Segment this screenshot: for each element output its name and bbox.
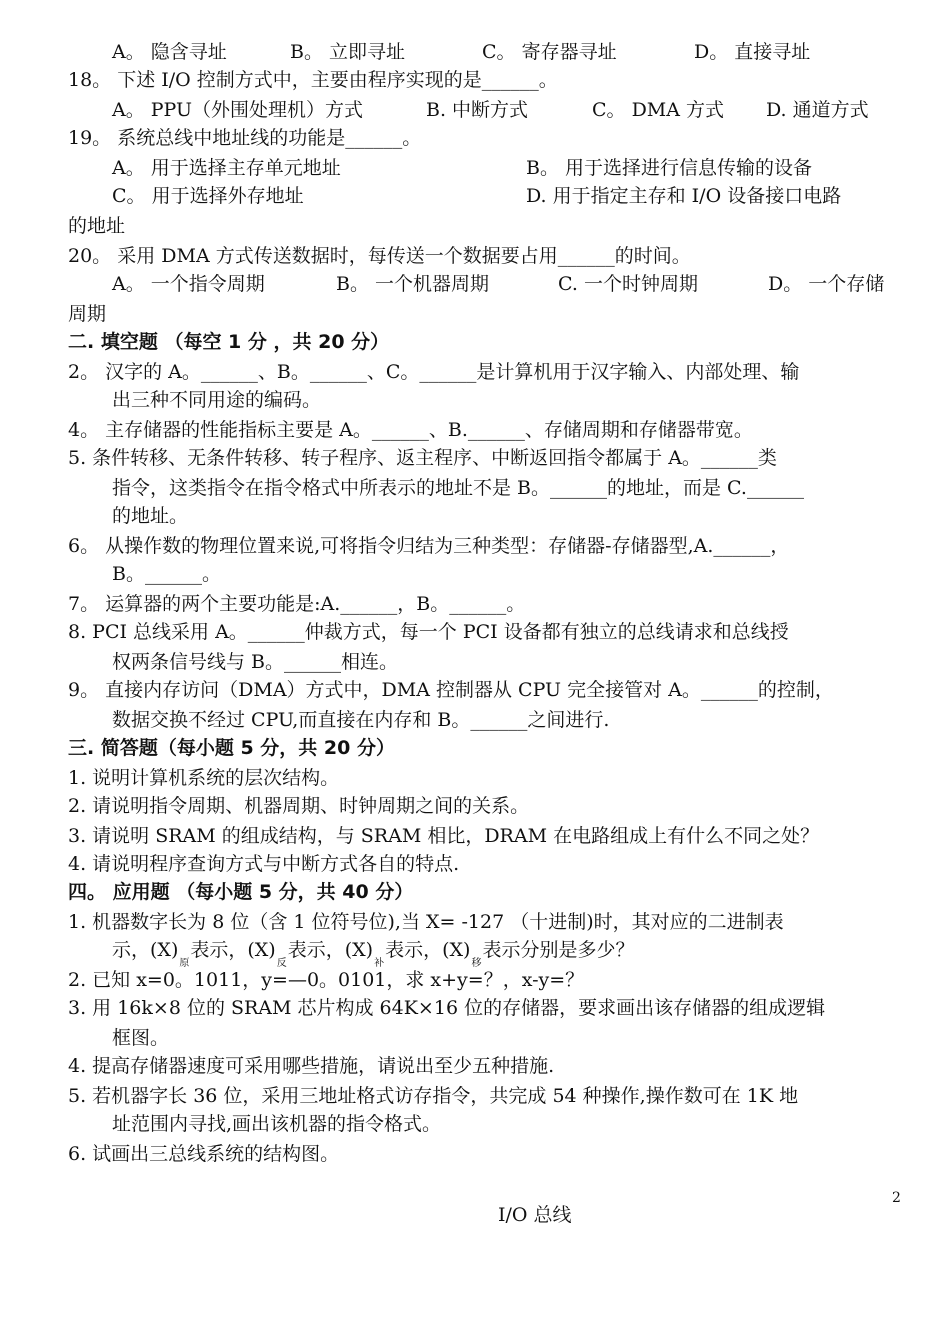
- s4-q1-part4: 表示，(X): [385, 939, 471, 961]
- s2-q6-line2: B。______。: [112, 563, 221, 585]
- q20-option-b: B。 一个机器周期: [336, 273, 490, 295]
- section4-title: 四。 应用题 （每小题 5 分，共 40 分）: [68, 881, 414, 903]
- s4-q6: 6. 试画出三总线系统的结构图。: [68, 1143, 340, 1165]
- q18-option-d: D. 通道方式: [766, 99, 869, 121]
- q19-option-b: B。 用于选择进行信息传输的设备: [526, 157, 813, 179]
- s4-q1-part5: 表示分别是多少？: [482, 939, 635, 961]
- q19-options-row1: [0, 154, 950, 182]
- q18-options: [0, 96, 950, 124]
- q18-stem: 18。 下述 I/O 控制方式中，主要由程序实现的是______。: [68, 69, 558, 91]
- s2-q8-line1: 8. PCI 总线采用 A。______仲裁方式，每一个 PCI 设备都有独立的总线请求和总线授: [68, 621, 789, 643]
- q20-stem: 20。 采用 DMA 方式传送数据时，每传送一个数据要占用______的时间。: [68, 245, 691, 267]
- q20-option-c: C. 一个时钟周期: [558, 273, 698, 295]
- io-bus-label: I/O 总线: [498, 1204, 572, 1226]
- s4-q5-line2: 址范围内寻找,画出该机器的指令格式。: [112, 1113, 442, 1135]
- subscript-biased: 移: [471, 958, 482, 969]
- q20-continuation: 周期: [68, 303, 107, 325]
- s3-q4: 4. 请说明程序查询方式与中断方式各自的特点.: [68, 853, 460, 875]
- s2-q2-line1: 2。 汉字的 A。______、B。______、C。______是计算机用于汉字输入、内部处理、输: [68, 361, 800, 383]
- subscript-twos-complement: 补: [374, 958, 385, 969]
- s2-q5-line1: 5. 条件转移、无条件转移、转子程序、返主程序、中断返回指令都属于 A。______类: [68, 447, 777, 469]
- q17-options: [0, 38, 950, 66]
- s2-q8-line2: 权两条信号线与 B。______相连。: [112, 651, 399, 673]
- q17-option-d: D。 直接寻址: [694, 41, 811, 63]
- s3-q3: 3. 请说明 SRAM 的组成结构，与 SRAM 相比，DRAM 在电路组成上有什么不同之处？: [68, 825, 820, 847]
- subscript-ones-complement: 反: [276, 958, 287, 969]
- s4-q3-line1: 3. 用 16k×8 位的 SRAM 芯片构成 64K×16 位的存储器，要求画出该存储器的组成逻辑: [68, 997, 826, 1019]
- subscript-original: 原: [179, 958, 190, 969]
- s2-q9-line1: 9。 直接内存访问（DMA）方式中，DMA 控制器从 CPU 完全接管对 A。______的控制，: [68, 679, 834, 701]
- q20-options: [0, 270, 950, 298]
- q19-option-c: C。 用于选择外存地址: [112, 185, 304, 207]
- q19-stem: 19。 系统总线中地址线的功能是______。: [68, 127, 422, 149]
- q18-option-b: B. 中断方式: [426, 99, 529, 121]
- q19-option-a: A。 用于选择主存单元地址: [112, 157, 341, 179]
- section2-title: 二. 填空题 （每空 1 分 ，共 20 分）: [68, 331, 390, 353]
- s4-q1-part2: 表示，(X): [190, 939, 276, 961]
- s4-q3-line2: 框图。: [112, 1027, 170, 1049]
- q19-continuation: 的地址: [68, 215, 126, 237]
- s2-q2-line2: 出三种不同用途的编码。: [112, 389, 322, 411]
- q18-option-a: A。 PPU（外围处理机）方式: [112, 99, 364, 121]
- s4-q5-line1: 5. 若机器字长 36 位，采用三地址格式访存指令，共完成 54 种操作,操作数可在 1K 地: [68, 1085, 799, 1107]
- q19-option-d: D. 用于指定主存和 I/O 设备接口电路: [526, 185, 842, 207]
- s4-q1-part1: 示，(X): [112, 939, 179, 961]
- q17-option-b: B。 立即寻址: [290, 41, 406, 63]
- q20-option-d: D。 一个存储: [768, 273, 885, 295]
- s4-q1-part3: 表示，(X): [287, 939, 374, 961]
- page-number: 2: [892, 1190, 901, 1206]
- s3-q2: 2. 请说明指令周期、机器周期、时钟周期之间的关系。: [68, 795, 530, 817]
- s4-q2: 2. 已知 x=0。1011，y=—0。0101，求 x+y=？，x-y=？: [68, 969, 585, 991]
- q18-option-c: C。 DMA 方式: [592, 99, 725, 121]
- s2-q6-line1: 6。 从操作数的物理位置来说,可将指令归结为三种类型：存储器-存储器型,A.______，: [68, 535, 790, 557]
- s3-q1: 1. 说明计算机系统的层次结构。: [68, 767, 340, 789]
- s4-q1-line1: 1. 机器数字长为 8 位（含 1 位符号位),当 X= -127 （十进制)时，其对应的二进制表: [68, 911, 784, 933]
- q17-option-c: C。 寄存器寻址: [482, 41, 617, 63]
- s2-q4: 4。 主存储器的性能指标主要是 A。______、B.______、存储周期和存储器带宽。: [68, 419, 753, 441]
- section3-title: 三. 简答题（每小题 5 分，共 20 分）: [68, 737, 395, 759]
- s2-q5-line3: 的地址。: [112, 505, 189, 527]
- q17-option-a: A。 隐含寻址: [112, 41, 227, 63]
- q20-option-a: A。 一个指令周期: [112, 273, 265, 295]
- s2-q7: 7。 运算器的两个主要功能是:A.______，B。______。: [68, 593, 526, 615]
- s2-q9-line2: 数据交换不经过 CPU,而直接在内存和 B。______之间进行.: [112, 709, 610, 731]
- q19-options-row2: [0, 182, 950, 210]
- s2-q5-line2: 指令，这类指令在指令格式中所表示的地址不是 B。______的地址，而是 C.______: [112, 477, 804, 499]
- s4-q4: 4. 提高存储器速度可采用哪些措施，请说出至少五种措施.: [68, 1055, 555, 1077]
- s4-q1-line2: [112, 936, 635, 969]
